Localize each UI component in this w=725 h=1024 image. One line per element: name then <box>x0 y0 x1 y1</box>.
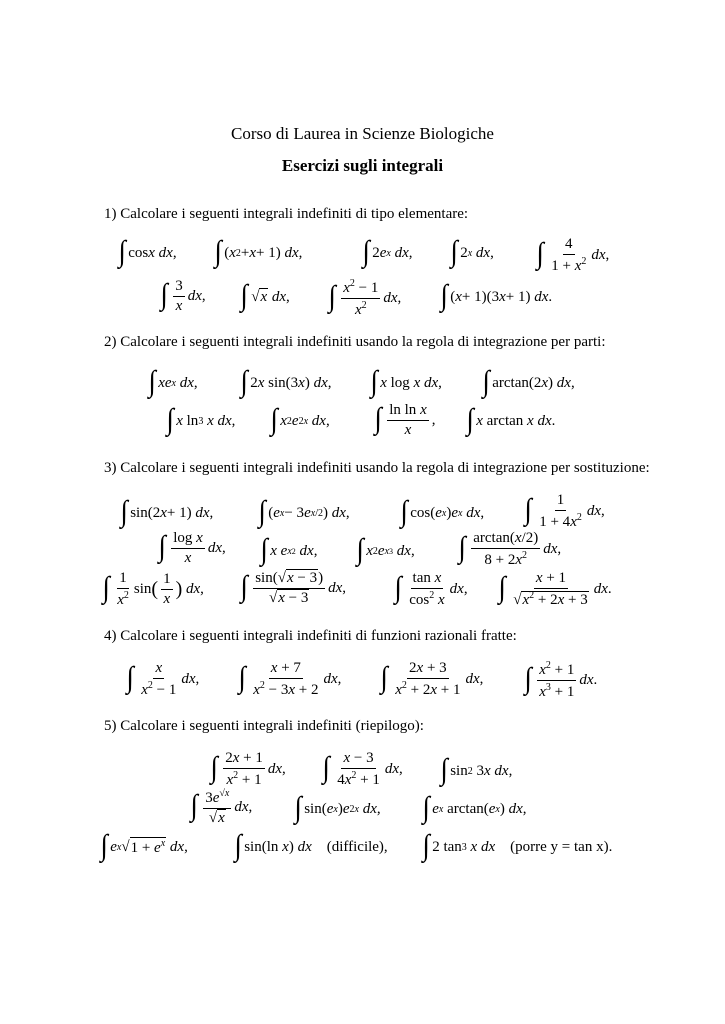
integral-3-4: ∫ $\frac{1}{1 + 4x^2}$ dx , <box>524 492 605 530</box>
integral-5-2: ∫ $\frac{x - 3}{4x^2 + 1}$ dx , <box>322 750 403 788</box>
integral-5-8: ∫ sin(ln x ) dx (difficile), <box>234 829 388 862</box>
integral-2-2: ∫ 2 x sin(3 x ) dx , <box>240 365 332 398</box>
integral-1-6: ∫ $\frac{3}{x}$ dx , <box>160 278 206 314</box>
document-title: Esercizi sugli integrali <box>281 156 444 175</box>
integral-2-5: ∫ x ln 3 x dx , <box>166 403 236 436</box>
integral-3-10: ∫ $\frac{\sin(√x - 3)}{√x - 3}$ dx , <box>240 570 347 606</box>
integral-2-6: ∫ x 2 e 2x dx , <box>270 403 330 436</box>
integral-3-3: ∫ cos( e x ) e x dx , <box>400 495 485 528</box>
integral-3-1: ∫ sin(2 x + 1) dx , <box>120 495 214 528</box>
section-5-heading: 5) Calcolare i seguenti integrali indefiniti (riepilogo): <box>104 718 424 734</box>
section-4-heading: 4) Calcolare i seguenti integrali indefiniti di funzioni razionali fratte: <box>104 628 517 644</box>
integral-3-8: ∫ $\frac{\arctan(x/2)}{8 + 2x^2}$ dx , <box>458 530 562 568</box>
integral-3-2: ∫ ( e x − 3 e x/2 ) dx , <box>258 495 350 528</box>
section-3-heading: 3) Calcolare i seguenti integrali indefiniti usando la regola di integrazione per sostituzione: <box>104 460 650 476</box>
section-2-heading: 2) Calcolare i seguenti integrali indefiniti usando la regola di integrazione per parti: <box>104 334 606 350</box>
integral-3-6: ∫ x e x2 dx , <box>260 533 318 566</box>
integral-5-4: ∫ $\frac{3e^{√x}}{√x}$ dx , <box>190 788 253 826</box>
integral-5-1: ∫ $\frac{2x + 1}{x^2 + 1}$ dx , <box>210 750 286 788</box>
note-porre: (porre y = tan x). <box>510 838 613 855</box>
integral-5-9: ∫ 2 tan 3 x dx (porre y = tan x). <box>422 829 613 862</box>
integral-3-9: ∫ $\frac{1}{x^2}$ sin ( $\frac{1}{x}$ ) dx , <box>102 570 204 608</box>
integral-3-5: ∫ $\frac{\text{log x}}{x}$ dx , <box>158 530 226 566</box>
integral-1-5: ∫ $\frac{4}{1 + x^2}$ dx , <box>536 236 610 274</box>
integral-2-1: ∫ xe x dx , <box>148 365 198 398</box>
integral-1-9: ∫ ( x + 1)(3 x + 1) dx . <box>440 279 553 312</box>
integral-2-7: ∫ $\frac{\text{ln ln x}}{x}$ , <box>374 402 436 438</box>
integral-4-4: ∫ $\frac{x^2 + 1}{x^3 + 1}$ dx . <box>524 660 598 700</box>
integral-3-7: ∫ x 2 e x3 dx , <box>356 533 415 566</box>
integral-2-3: ∫ x log x dx , <box>370 365 442 398</box>
integral-2-8: ∫ x arctan x dx . <box>466 403 556 436</box>
integral-5-3: ∫ sin 2 3 x dx , <box>440 753 513 786</box>
integral-1-2: ∫ ( x 2 + x + 1) dx , <box>214 235 303 268</box>
integral-4-3: ∫ $\frac{2x + 3}{x^2 + 2x + 1}$ dx , <box>380 660 484 698</box>
integral-3-12: ∫ $\frac{x + 1}{√x^2 + 2x + 3}$ dx . <box>498 570 612 608</box>
note-difficile: (difficile), <box>326 838 388 855</box>
integral-5-7: ∫ e x √ $1 + e^x$ dx , <box>100 829 188 862</box>
course-title: Corso di Laurea in Scienze Biologiche <box>231 124 494 143</box>
integral-5-6: ∫ e x arctan( e x ) dx , <box>422 791 527 824</box>
integral-2-4: ∫ arctan(2 x ) dx , <box>482 365 575 398</box>
integral-5-5: ∫ sin( e x ) e 2x dx , <box>294 791 381 824</box>
integral-1-8: ∫ $\frac{x^2 - 1}{x^2}$ dx , <box>328 278 402 318</box>
integral-1-3: ∫ 2 e x dx , <box>362 235 413 268</box>
integral-1-1: ∫ cos x dx , <box>118 235 177 268</box>
integral-1-7: ∫ √ x dx , <box>240 279 290 312</box>
integral-4-1: ∫ $\frac{x}{x^2 - 1}$ dx , <box>126 660 200 698</box>
integral-3-11: ∫ $\frac{\text{tan x}}{\cos^2 x}$ dx , <box>394 570 468 608</box>
integral-4-2: ∫ $\frac{x + 7}{x^2 - 3x + 2}$ dx , <box>238 660 342 698</box>
integral-1-4: ∫ 2 x dx , <box>450 235 494 268</box>
section-1-heading: 1) Calcolare i seguenti integrali indefiniti di tipo elementare: <box>104 206 469 222</box>
